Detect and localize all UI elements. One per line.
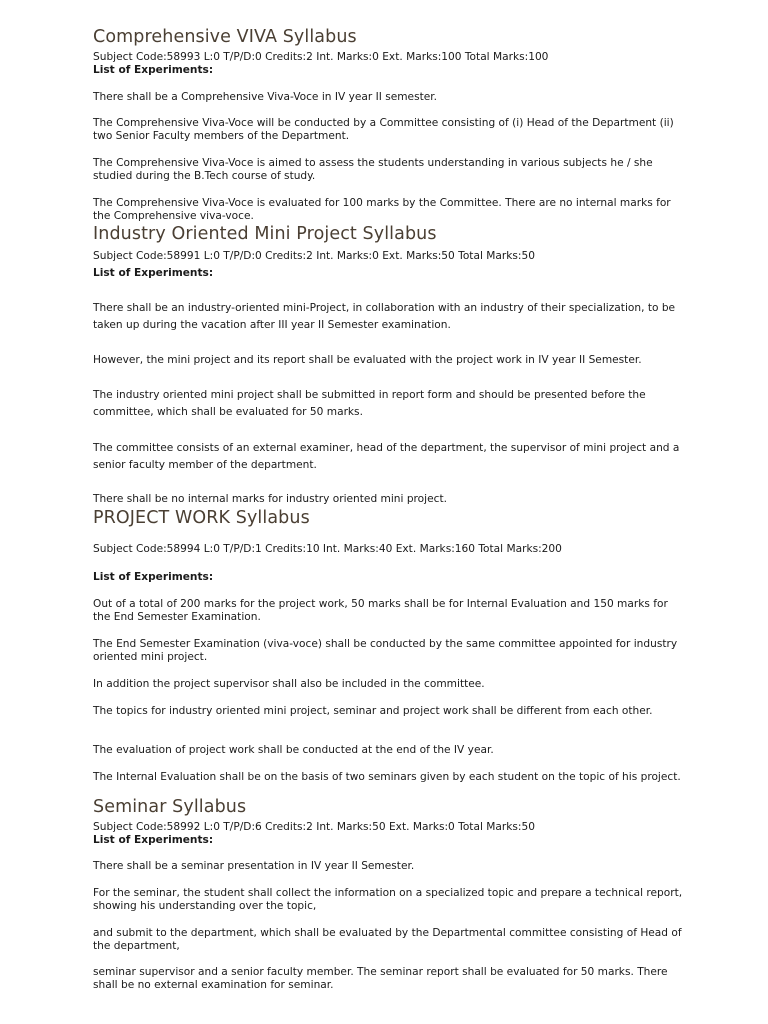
viva-paragraph: The Comprehensive Viva-Voce is aimed to assess the students understanding in various subjects he / she studied during the B.Tech course of study. xyxy=(93,157,653,182)
seminar-heading: Seminar Syllabus xyxy=(93,797,247,817)
project-work-subject-meta: Subject Code:58994 L:0 T/P/D:1 Credits:10 Int. Marks:40 Ext. Marks:160 Total Marks:200 xyxy=(93,543,562,555)
mini-project-subject-meta: Subject Code:58991 L:0 T/P/D:0 Credits:2 Int. Marks:0 Ext. Marks:50 Total Marks:50 xyxy=(93,250,535,262)
project-work-paragraph: The topics for industry oriented mini project, seminar and project work shall be different from each other. xyxy=(93,705,653,717)
viva-paragraph: There shall be a Comprehensive Viva-Voce in IV year II semester. xyxy=(93,91,438,103)
viva-subject-meta: Subject Code:58993 L:0 T/P/D:0 Credits:2 Int. Marks:0 Ext. Marks:100 Total Marks:100 xyxy=(93,51,549,63)
seminar-list-title: List of Experiments: xyxy=(93,834,214,846)
viva-paragraph: The Comprehensive Viva-Voce will be conducted by a Committee consisting of (i) Head of the Department (ii) two Senior Faculty members of the Department. xyxy=(93,117,674,142)
seminar-paragraph: For the seminar, the student shall collect the information on a specialized topic and prepare a technical report, showing his understanding over the topic, xyxy=(93,887,683,912)
project-work-paragraph: Out of a total of 200 marks for the project work, 50 marks shall be for Internal Evaluation and 150 marks for the End Semester Examination. xyxy=(93,598,668,623)
project-work-heading: PROJECT WORK Syllabus xyxy=(93,508,310,528)
project-work-paragraph: The evaluation of project work shall be conducted at the end of the IV year. xyxy=(93,744,494,756)
mini-project-paragraph: The committee consists of an external examiner, head of the department, the supervisor of mini project and a senior faculty member of the department. xyxy=(93,442,680,471)
mini-project-paragraph: There shall be no internal marks for industry oriented mini project. xyxy=(93,493,447,505)
mini-project-list-title: List of Experiments: xyxy=(93,267,214,279)
viva-paragraph: The Comprehensive Viva-Voce is evaluated for 100 marks by the Committee. There are no internal marks for the Comprehensive viva-voce. xyxy=(93,197,671,222)
viva-heading: Comprehensive VIVA Syllabus xyxy=(93,27,357,47)
project-work-paragraph: The End Semester Examination (viva-voce) shall be conducted by the same committee appointed for industry oriented mini project. xyxy=(93,638,678,663)
seminar-paragraph: seminar supervisor and a senior faculty member. The seminar report shall be evaluated for 50 marks. There shall be no external examination for seminar. xyxy=(93,966,668,991)
viva-list-title: List of Experiments: xyxy=(93,64,214,76)
seminar-paragraph: and submit to the department, which shall be evaluated by the Departmental committee consisting of Head of the department, xyxy=(93,927,682,952)
project-work-paragraph: The Internal Evaluation shall be on the basis of two seminars given by each student on the topic of his project. xyxy=(93,771,681,783)
seminar-paragraph: There shall be a seminar presentation in IV year II Semester. xyxy=(93,860,415,872)
project-work-paragraph: In addition the project supervisor shall also be included in the committee. xyxy=(93,678,485,690)
mini-project-paragraph: The industry oriented mini project shall be submitted in report form and should be presented before the committee, which shall be evaluated for 50 marks. xyxy=(93,389,646,418)
mini-project-heading: Industry Oriented Mini Project Syllabus xyxy=(93,224,437,244)
mini-project-paragraph: However, the mini project and its report shall be evaluated with the project work in IV year II Semester. xyxy=(93,354,642,366)
seminar-subject-meta: Subject Code:58992 L:0 T/P/D:6 Credits:2 Int. Marks:50 Ext. Marks:0 Total Marks:50 xyxy=(93,821,535,833)
project-work-list-title: List of Experiments: xyxy=(93,571,214,583)
mini-project-paragraph: There shall be an industry-oriented mini-Project, in collaboration with an industry of their specialization, to be taken up during the vacation after III year II Semester examination. xyxy=(93,302,676,331)
